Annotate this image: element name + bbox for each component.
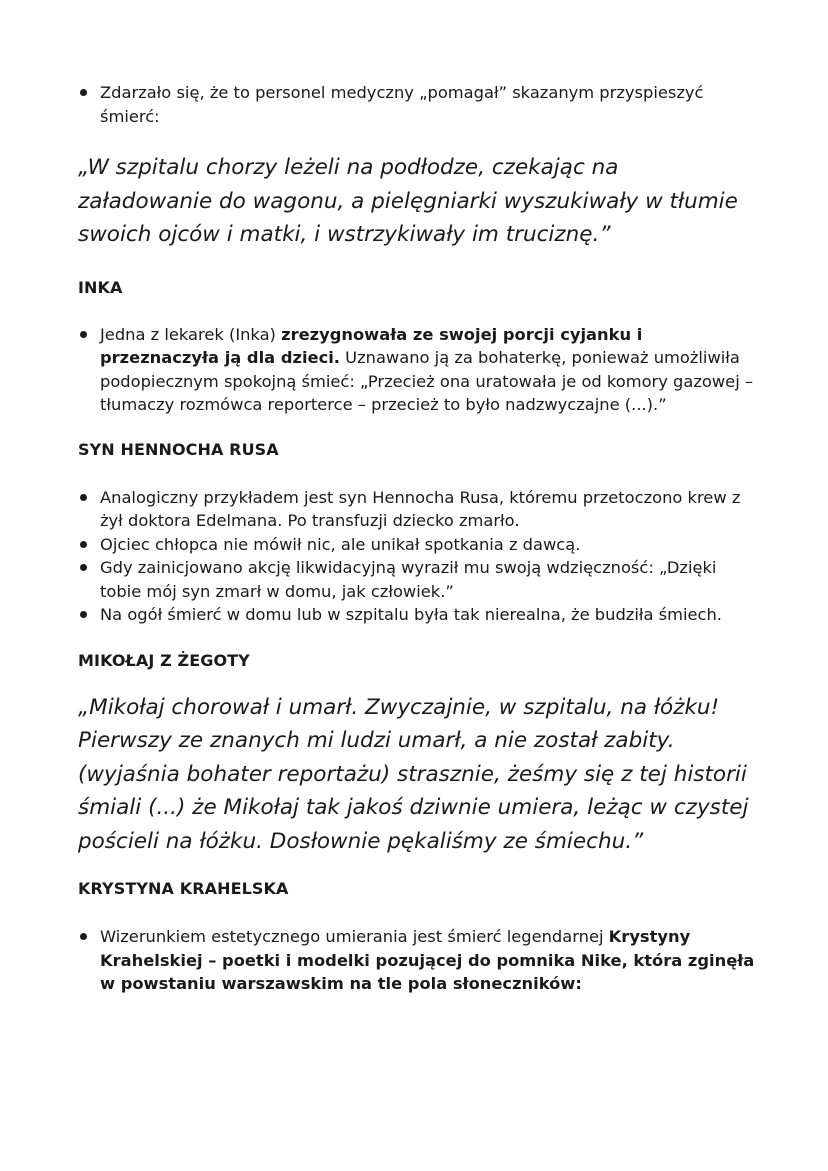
- krystyna-bullet-prefix: Wizerunkiem estetycznego umierania jest śmierć legendarnej: [100, 927, 609, 946]
- krystyna-bullet-list: [78, 925, 758, 996]
- list-item: [78, 603, 758, 627]
- section-heading-inka: INKA: [78, 277, 123, 297]
- inka-bullet-bold: zrezygnowała ze swojej porcji cyjanku i przeznaczyła ją dla dzieci.: [100, 324, 643, 367]
- intro-bullet-text: Zdarzało się, że to personel medyczny „pomagał” skazanym przyspieszyć śmierć:: [100, 83, 704, 126]
- section-heading-krystyna: KRYSTYNA KRAHELSKA: [78, 879, 289, 898]
- krystyna-bullet-bold: Krystyny Krahelskiej – poetki i modelki pozującej do pomnika Nike, która zginęła w powstaniu warszawskim na tle pola słoneczników:: [100, 927, 755, 993]
- syn-bullet-text: Ojciec chłopca nie mówił nic, ale unikał spotkania z dawcą.: [100, 534, 581, 554]
- intro-bullet-list: [78, 81, 758, 128]
- section-heading-mikolaj: MIKOŁAJ Z ŻEGOTY: [78, 650, 250, 670]
- syn-bullet-text: Na ogół śmierć w domu lub w szpitalu była tak nierealna, że budziła śmiech.: [100, 605, 722, 624]
- quote-hospital: „W szpitalu chorzy leżeli na podłodze, czekając na załadowanie do wagonu, a pielęgniarki wyszukiwały w tłumie swoich ojców i matki, i wstrzykiwały im truciznę.”: [78, 155, 738, 247]
- list-item: [78, 925, 758, 996]
- section-heading-syn: SYN HENNOCHA RUSA: [78, 439, 279, 459]
- inka-bullet-prefix: Jedna z lekarek (Inka): [100, 324, 282, 344]
- list-item: [78, 486, 758, 533]
- list-item: [78, 323, 758, 417]
- syn-bullet-text: Gdy zainicjowano akcję likwidacyjną wyraził mu swoją wdzięczność: „Dzięki tobie mój syn zmarł w domu, jak człowiek.”: [100, 558, 717, 601]
- bullet-dot-icon: [80, 541, 87, 548]
- syn-bullet-text: Analogiczny przykładem jest syn Hennocha Rusa, któremu przetoczono krew z żył doktora Edelmana. Po transfuzji dziecko zmarło.: [100, 487, 741, 530]
- list-item: [78, 556, 758, 603]
- inka-bullet-rest: Uznawano ją za bohaterkę, ponieważ umożliwiła podopiecznym spokojną śmieć: „Przecież ona uratowała je od komory gazowej – tłumaczy rozmówca reporterce – przecież to było nadzwyczajne (...).”: [100, 348, 754, 414]
- bullet-dot-icon: [80, 564, 87, 571]
- bullet-dot-icon: [80, 611, 87, 618]
- bullet-dot-icon: [80, 494, 87, 501]
- bullet-dot-icon: [80, 933, 87, 940]
- syn-bullet-list: [78, 486, 758, 627]
- inka-bullet-list: [78, 323, 758, 417]
- list-item: [78, 533, 758, 557]
- quote-mikolaj: „Mikołaj chorował i umarł. Zwyczajnie, w szpitalu, na łóżku! Pierwszy ze znanych mi ludzi umarł, a nie został zabity. (wyjaśnia bohater reportażu) strasznie, żeśmy się z tej historii śmiali (...) że Mikołaj tak jakoś dziwnie umiera, leżąc w czystej pościeli na łóżku. Dosłownie pękaliśmy ze śmiechu.”: [78, 694, 749, 854]
- bullet-dot-icon: [80, 89, 87, 96]
- bullet-dot-icon: [80, 331, 87, 338]
- list-item: [78, 81, 758, 128]
